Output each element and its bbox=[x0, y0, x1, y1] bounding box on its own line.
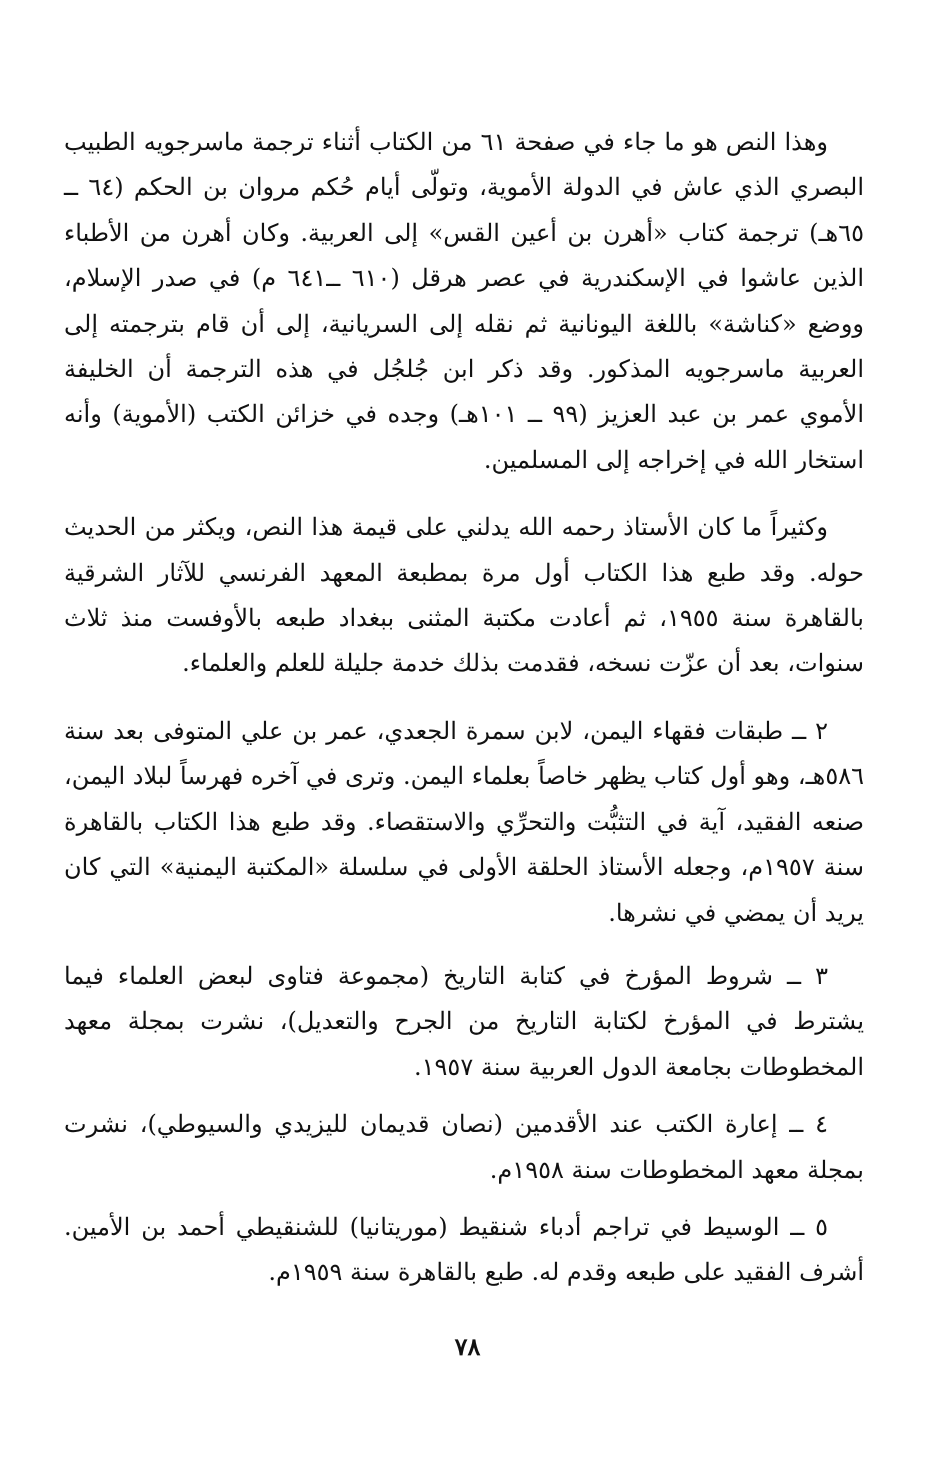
list-item-4: ٤ ــ إعارة الكتب عند الأقدمين (نصان قديمان لليزيدي والسيوطي)، نشرت بمجلة معهد المخطوطات سنة ١٩٥٨م. bbox=[64, 1110, 864, 1184]
list-item-3: ٣ ــ شروط المؤرخ في كتابة التاريخ (مجموعة فتاوى لبعض العلماء فيما يشترط في المؤرخ لكتابة التاريخ من الجرح والتعديل)، نشرت بمجلة معهد المخطوطات بجامعة الدول العربية سنة ١٩٥٧. bbox=[64, 961, 864, 1081]
page-number: ٧٨ bbox=[454, 1332, 481, 1361]
list-item-2: ٢ ــ طبقات فقهاء اليمن، لابن سمرة الجعدي، عمر بن علي المتوفى بعد سنة ٥٨٦هـ، وهو أول كتاب يظهر خاصاً بعلماء اليمن. وترى في آخره فهرساً لبلاد اليمن، صنعه الفقيد، آية في التثبُّت والتحرِّي والاستقصاء. وقد طبع هذا الكتاب بالقاهرة سنة ١٩٥٧م، وجعله الأستاذ الحلقة الأولى في سلسلة «المكتبة اليمنية» التي كان يريد أن يمضي في نشرها. bbox=[64, 716, 864, 927]
list-item-5: ٥ ــ الوسيط في تراجم أدباء شنقيط (موريتانيا) للشنقيطي أحمد بن الأمين. أشرف الفقيد على طبعه وقدم له. طبع بالقاهرة سنة ١٩٥٩م. bbox=[64, 1212, 864, 1287]
page-body bbox=[64, 120, 864, 1296]
paragraph-teacher-note: وكثيراً ما كان الأستاذ رحمه الله يدلني على قيمة هذا النص، ويكثر من الحديث حوله. وقد طبع هذا الكتاب أول مرة بمطبعة المعهد الفرنسي للآثار الشرقية بالقاهرة سنة ١٩٥٥، ثم أعادت مكتبة المثنى ببغداد طبعه بالأوفست منذ ثلاث سنوات، بعد أن عزّت نسخه، فقدمت بذلك خدمة جليلة للعلم والعلماء. bbox=[64, 513, 864, 678]
paragraph-masarjawayh: وهذا النص هو ما جاء في صفحة ٦١ من الكتاب أثناء ترجمة ماسرجويه الطبيب البصري الذي عاش في الدولة الأموية، وتولّى أيام حُكم مروان بن الحكم (٦٤ ــ ٦٥هـ) ترجمة كتاب «أهرن بن أعين القس» إلى العربية. وكان أهرن من الأطباء الذين عاشوا في الإسكندرية في عصر هرقل (٦١٠ ــ٦٤١ م) في صدر الإسلام، ووضع «كناشة» باللغة اليونانية ثم نقله إلى السريانية، إلى أن قام بترجمته إلى العربية ماسرجويه المذكور. وقد ذكر ابن جُلجُل في هذه الترجمة أن الخليفة الأموي عمر بن عبد العزيز (٩٩ ــ ١٠١هـ) وجده في خزائن الكتب (الأموية) وأنه استخار الله في إخراجه إلى المسلمين. bbox=[64, 128, 865, 474]
